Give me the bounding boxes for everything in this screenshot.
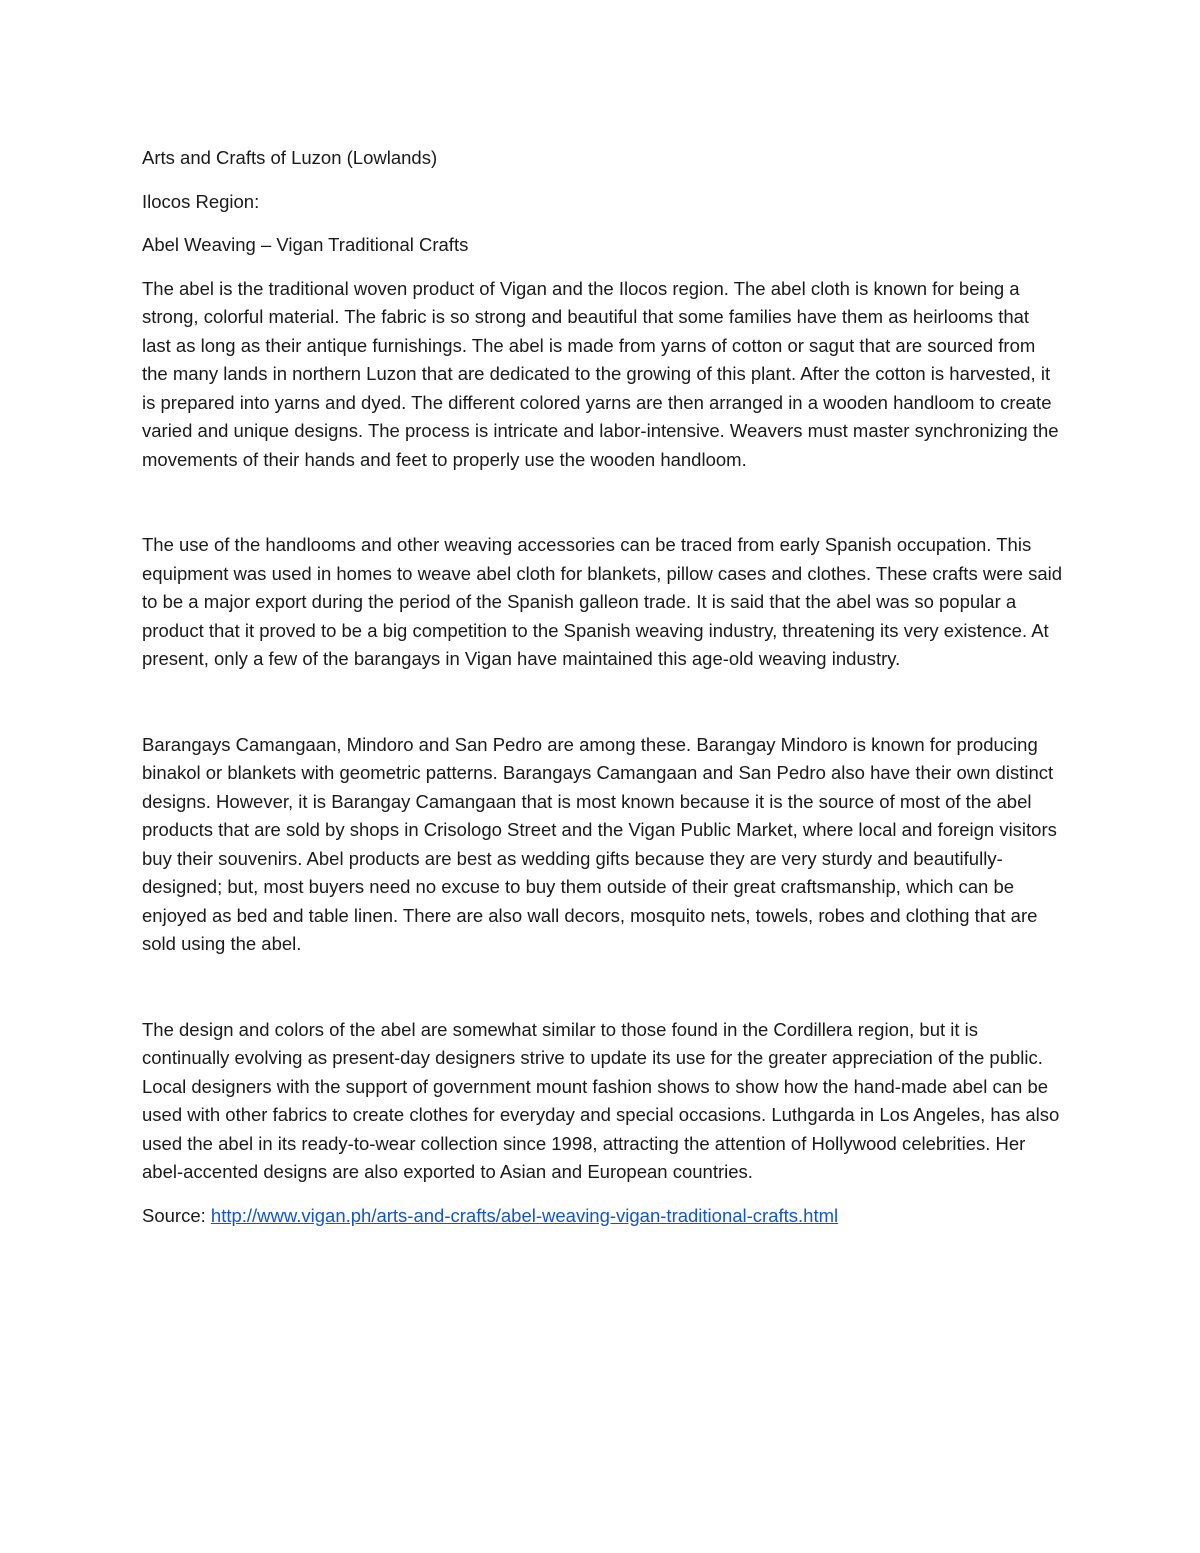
paragraph-4: The design and colors of the abel are somewhat similar to those found in the Cordillera region, but it is continually evolving as present-day designers strive to update its use for the greater appreciation of the public. Local designers with the support of government mount fashion shows to show how the hand-made abel can be used with other fabrics to create clothes for everyday and special occasions. Luthgarda in Los Angeles, has also used the abel in its ready-to-wear collection since 1998, attracting the attention of Hollywood celebrities. Her abel-accented designs are also exported to Asian and European countries.	[142, 1018, 1060, 1182]
paragraph-3: Barangays Camangaan, Mindoro and San Pedro are among these. Barangay Mindoro is known for producing binakol or blankets with geometric patterns. Barangays Camangaan and San Pedro also have their own distinct designs. However, it is Barangay Camangaan that is most known because it is the source of most of the abel products that are sold by shops in Crisologo Street and the Vigan Public Market, where local and foreign visitors buy their souvenirs. Abel products are best as wedding gifts because they are very sturdy and beautifully-designed; but, most buyers need no excuse to buy them outside of their great craftsmanship, which can be enjoyed as bed and table linen. There are also wall decors, mosquito nets, towels, robes and clothing that are sold using the abel.	[142, 733, 1057, 954]
paragraph-1: The abel is the traditional woven product of Vigan and the Ilocos region. The abel cloth is known for being a strong, colorful material. The fabric is so strong and beautiful that some families have them as heirlooms that last as long as their antique furnishings. The abel is made from yarns of cotton or sagut that are sourced from the many lands in northern Luzon that are dedicated to the growing of this plant. After the cotton is harvested, it is prepared into yarns and dyed. The different colored yarns are then arranged in a wooden handloom to create varied and unique designs. The process is intricate and labor-intensive. Weavers must master synchronizing the movements of their hands and feet to properly use the wooden handloom.	[142, 277, 1059, 470]
document-title: Arts and Crafts of Luzon (Lowlands)	[142, 147, 438, 168]
article-subtitle: Abel Weaving – Vigan Traditional Crafts	[142, 234, 469, 255]
document-page	[142, 144, 1062, 1230]
source-link[interactable]: http://www.vigan.ph/arts-and-crafts/abel-weaving-vigan-traditional-crafts.html	[210, 1204, 839, 1226]
paragraph-2: The use of the handlooms and other weaving accessories can be traced from early Spanish occupation. This equipment was used in homes to weave abel cloth for blankets, pillow cases and clothes. These crafts were said to be a major export during the period of the Spanish galleon trade. It is said that the abel was so popular a product that it proved to be a big competition to the Spanish weaving industry, threatening its very existence. At present, only a few of the barangays in Vigan have maintained this age-old weaving industry.	[142, 534, 1063, 669]
region-heading: Ilocos Region:	[142, 190, 260, 212]
source-line	[142, 1202, 1062, 1231]
source-label: Source:	[142, 1204, 211, 1226]
